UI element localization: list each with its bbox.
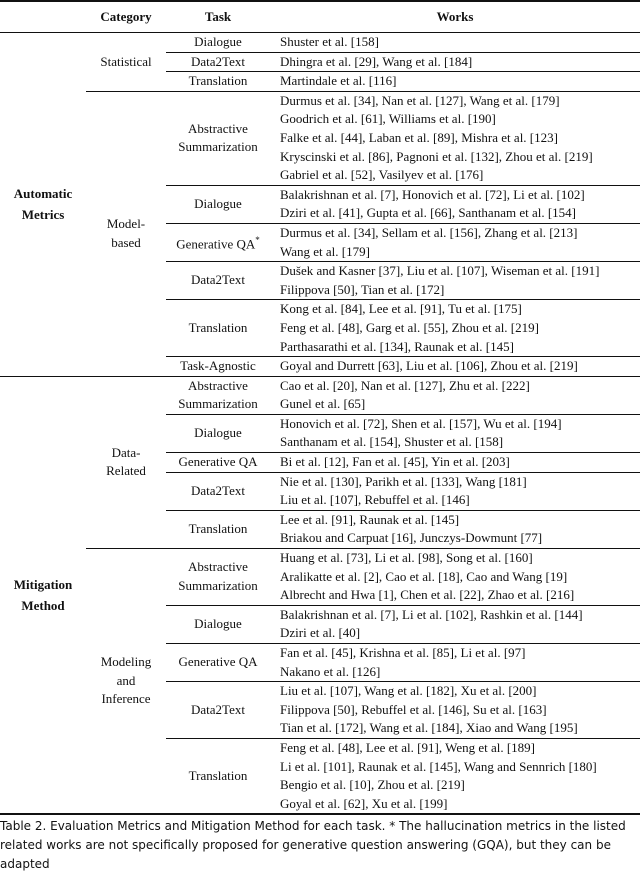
task-label-line-2: Summarization bbox=[178, 396, 258, 412]
task-label-line-1: Translation bbox=[188, 319, 248, 335]
task-label-line-1: Data2Text bbox=[191, 482, 245, 498]
task-label-line-1: Dialogue bbox=[194, 425, 242, 441]
works-citation-line: Bi et al. [12], Fan et al. [45], Yin et al. [203] bbox=[280, 454, 510, 470]
works-cell bbox=[270, 262, 640, 300]
works-cell bbox=[270, 453, 640, 473]
task-label bbox=[166, 472, 270, 510]
works-citation-line: Dušek and Kasner [37], Liu et al. [107], Wiseman et al. [191] bbox=[280, 263, 600, 279]
works-cell bbox=[270, 414, 640, 452]
group-label bbox=[0, 376, 86, 814]
works-cell bbox=[270, 472, 640, 510]
group-label-line-2: Method bbox=[21, 598, 65, 614]
works-cell bbox=[270, 91, 640, 185]
works-cell bbox=[270, 185, 640, 223]
works-citation-line: Wang et al. [179] bbox=[280, 243, 370, 259]
works-citation-line: Albrecht and Hwa [1], Chen et al. [22], Zhao et al. [216] bbox=[280, 587, 575, 603]
task-label bbox=[166, 453, 270, 473]
task-label bbox=[166, 91, 270, 185]
works-cell bbox=[270, 644, 640, 682]
category-label-line-1: Model- bbox=[106, 216, 146, 232]
task-label-line-2: Summarization bbox=[178, 577, 258, 593]
task-label-line-1: Generative QA* bbox=[176, 235, 260, 252]
header-works: Works bbox=[436, 8, 474, 24]
works-citation-line: Gabriel et al. [52], Vasilyev et al. [176] bbox=[280, 167, 484, 183]
group-label-line-1: Mitigation bbox=[13, 577, 73, 593]
category-label bbox=[86, 376, 166, 548]
works-citation-line: Filippova [50], Rebuffel et al. [146], Su et al. [163] bbox=[280, 701, 547, 717]
header-group-blank bbox=[0, 1, 86, 33]
task-label bbox=[166, 682, 270, 739]
works-citation-line: Parthasarathi et al. [134], Raunak et al. [145] bbox=[280, 338, 514, 354]
task-label-line-1: Generative QA bbox=[178, 654, 258, 670]
works-cell bbox=[270, 72, 640, 92]
works-citation-line: Durmus et al. [34], Sellam et al. [156], Zhang et al. [213] bbox=[280, 224, 578, 240]
works-cell bbox=[270, 510, 640, 548]
header-category: Category bbox=[100, 8, 152, 24]
task-label bbox=[166, 52, 270, 72]
task-label bbox=[166, 300, 270, 357]
caption-line-1: Table 2. Evaluation Metrics and Mitigation Method for each task. * The hallucination metrics in the listed bbox=[0, 819, 626, 834]
task-label bbox=[166, 605, 270, 643]
task-label-line-1: Translation bbox=[188, 73, 248, 89]
works-cell bbox=[270, 33, 640, 53]
works-citation-line: Liu et al. [107], Wang et al. [182], Xu et al. [200] bbox=[280, 683, 537, 699]
works-citation-line: Feng et al. [48], Lee et al. [91], Weng et al. [189] bbox=[280, 739, 536, 755]
task-label-line-1: Dialogue bbox=[194, 196, 242, 212]
table-row bbox=[0, 376, 640, 414]
works-citation-line: Filippova [50], Tian et al. [172] bbox=[280, 281, 445, 297]
works-citation-line: Goodrich et al. [61], Williams et al. [190] bbox=[280, 111, 496, 127]
table-row bbox=[0, 91, 640, 185]
task-label-line-1: Abstractive bbox=[188, 120, 248, 136]
table-body bbox=[0, 33, 640, 816]
table-row bbox=[0, 549, 640, 606]
works-citation-line: Durmus et al. [34], Nan et al. [127], Wang et al. [179] bbox=[280, 92, 560, 108]
task-label-line-1: Abstractive bbox=[188, 377, 248, 393]
table-bottom-rule bbox=[0, 814, 640, 815]
works-citation-line: Balakrishnan et al. [7], Li et al. [102], Rashkin et al. [144] bbox=[280, 606, 583, 622]
task-label bbox=[166, 549, 270, 606]
works-citation-line: Shuster et al. [158] bbox=[280, 34, 379, 49]
works-citation-line: Aralikatte et al. [2], Cao et al. [18], Cao and Wang [19] bbox=[280, 568, 568, 584]
category-label-line-2: Related bbox=[106, 463, 146, 479]
works-cell bbox=[270, 376, 640, 414]
works-citation-line: Huang et al. [73], Li et al. [98], Song et al. [160] bbox=[280, 550, 533, 566]
header-task: Task bbox=[204, 8, 232, 24]
works-citation-line: Dziri et al. [40] bbox=[280, 625, 361, 641]
works-citation-line: Kong et al. [84], Lee et al. [91], Tu et al. [175] bbox=[280, 301, 522, 317]
works-cell bbox=[270, 549, 640, 606]
works-citation-line: Nakano et al. [126] bbox=[280, 663, 381, 679]
task-label-line-1: Data2Text bbox=[191, 53, 245, 69]
works-cell bbox=[270, 223, 640, 261]
works-cell bbox=[270, 682, 640, 739]
group-label bbox=[0, 33, 86, 377]
footnote-asterisk: * bbox=[255, 235, 260, 246]
works-citation-line: Bengio et al. [10], Zhou et al. [219] bbox=[280, 777, 465, 793]
works-citation-line: Santhanam et al. [154], Shuster et al. [158] bbox=[280, 434, 504, 450]
works-citation-line: Kryscinski et al. [86], Pagnoni et al. [132], Zhou et al. [219] bbox=[280, 148, 593, 164]
task-label-line-1: Dialogue bbox=[194, 616, 242, 632]
category-label-line-2: and bbox=[116, 672, 136, 688]
task-label-line-1: Translation bbox=[188, 521, 248, 537]
works-citation-line: Cao et al. [20], Nan et al. [127], Zhu et al. [222] bbox=[280, 377, 530, 393]
task-label-line-1: Data2Text bbox=[191, 272, 245, 288]
works-citation-line: Falke et al. [44], Laban et al. [89], Mishra et al. [123] bbox=[280, 129, 558, 145]
task-label-line-2: Summarization bbox=[178, 139, 258, 155]
works-cell bbox=[270, 357, 640, 377]
caption-line-2: related works are not specifically proposed for generative question answering (GQA), but they can be adapted bbox=[0, 838, 611, 872]
task-label bbox=[166, 357, 270, 377]
task-label-line-1: Data2Text bbox=[191, 701, 245, 717]
task-label-line-1: Generative QA bbox=[178, 454, 258, 470]
works-citation-line: Goyal et al. [62], Xu et al. [199] bbox=[280, 795, 448, 811]
task-label bbox=[166, 262, 270, 300]
works-citation-line: Tian et al. [172], Wang et al. [184], Xiao and Wang [195] bbox=[280, 720, 578, 736]
category-label-line-1: Statistical bbox=[100, 53, 152, 69]
group-label-line-2: Metrics bbox=[21, 207, 65, 223]
works-citation-line: Feng et al. [48], Garg et al. [55], Zhou et al. [219] bbox=[280, 319, 539, 335]
task-label bbox=[166, 414, 270, 452]
works-citation-line: Li et al. [101], Raunak et al. [145], Wang and Sennrich [180] bbox=[280, 758, 597, 774]
category-label-line-3: Inference bbox=[101, 691, 151, 707]
category-label bbox=[86, 549, 166, 815]
works-citation-line: Briakou and Carpuat [16], Junczys-Dowmunt [77] bbox=[280, 530, 543, 546]
task-label bbox=[166, 33, 270, 53]
task-label bbox=[166, 510, 270, 548]
group-label-line-1: Automatic bbox=[13, 186, 73, 202]
task-label bbox=[166, 185, 270, 223]
category-label-line-1: Data- bbox=[111, 444, 141, 460]
task-label-line-1: Task-Agnostic bbox=[180, 358, 256, 374]
works-citation-line: Dhingra et al. [29], Wang et al. [184] bbox=[280, 53, 473, 69]
works-cell bbox=[270, 605, 640, 643]
works-citation-line: Nie et al. [130], Parikh et al. [133], Wang [181] bbox=[280, 473, 527, 489]
works-cell bbox=[270, 738, 640, 814]
works-citation-line: Fan et al. [45], Krishna et al. [85], Li et al. [97] bbox=[280, 645, 526, 660]
task-label-line-1: Abstractive bbox=[188, 559, 248, 575]
table-bottom-rule-cell bbox=[0, 814, 640, 815]
works-citation-line: Goyal and Durrett [63], Liu et al. [106], Zhou et al. [219] bbox=[280, 358, 578, 374]
works-citation-line: Dziri et al. [41], Gupta et al. [66], Santhanam et al. [154] bbox=[280, 205, 577, 221]
table-caption bbox=[0, 817, 640, 874]
task-label bbox=[166, 376, 270, 414]
category-label-line-1: Modeling bbox=[100, 654, 152, 670]
works-citation-line: Lee et al. [91], Raunak et al. [145] bbox=[280, 511, 460, 527]
works-citation-line: Balakrishnan et al. [7], Honovich et al. [72], Li et al. [102] bbox=[280, 186, 585, 202]
works-citation-line: Martindale et al. [116] bbox=[280, 73, 397, 89]
task-label bbox=[166, 738, 270, 814]
task-label bbox=[166, 223, 270, 261]
table-row bbox=[0, 33, 640, 53]
category-label bbox=[86, 91, 166, 376]
category-label-line-2: based bbox=[111, 234, 141, 250]
category-label bbox=[86, 33, 166, 92]
task-label-line-1: Translation bbox=[188, 767, 248, 783]
works-cell bbox=[270, 300, 640, 357]
works-citation-line: Liu et al. [107], Rebuffel et al. [146] bbox=[280, 492, 470, 508]
task-label bbox=[166, 72, 270, 92]
task-label bbox=[166, 644, 270, 682]
table-header-row bbox=[0, 1, 640, 33]
works-cell bbox=[270, 52, 640, 72]
works-citation-line: Honovich et al. [72], Shen et al. [157], Wu et al. [194] bbox=[280, 415, 562, 431]
works-citation-line: Gunel et al. [65] bbox=[280, 396, 366, 412]
task-label-line-1: Dialogue bbox=[194, 34, 242, 49]
